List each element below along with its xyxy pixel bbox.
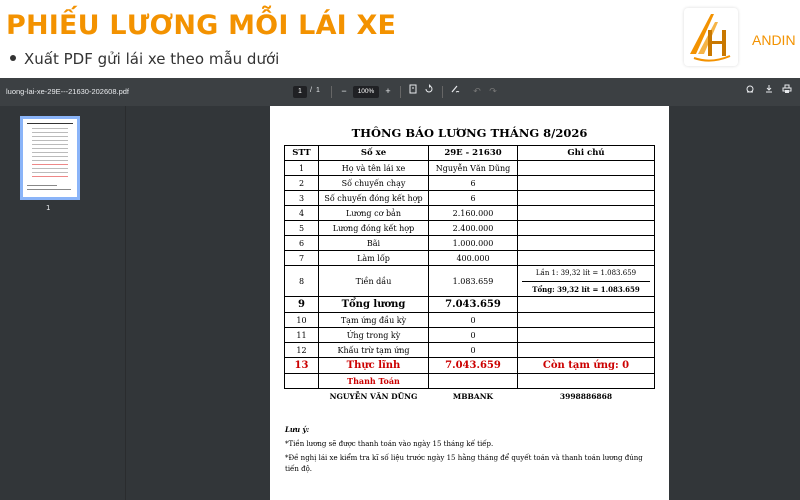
table-row-payment (285, 374, 655, 389)
table-row-fuel (285, 266, 655, 297)
row-note (518, 161, 655, 176)
row-value: 7.043.659 (429, 297, 518, 313)
bullet-dot (10, 55, 16, 61)
thumb-line (32, 132, 68, 133)
note-line: *Tiền lương sẽ được thanh toán vào ngày 15 tháng kế tiếp. (285, 440, 494, 448)
table-row (285, 343, 655, 358)
pdf-page (270, 106, 669, 500)
row-stt: 2 (285, 176, 319, 191)
zoom-input[interactable]: 100% (353, 86, 379, 98)
row-value: Nguyễn Văn Dũng (429, 161, 518, 176)
table-row (285, 313, 655, 328)
row-stt: 6 (285, 236, 319, 251)
thumbnail-sidebar (0, 106, 126, 500)
annotate-icon[interactable] (448, 84, 462, 98)
row-value: 400.000 (429, 251, 518, 266)
toolbar-divider (331, 86, 332, 98)
slide-bullet (10, 50, 279, 68)
toolbar-divider (442, 86, 443, 98)
row-stt: 4 (285, 206, 319, 221)
row-label: Họ và tên lái xe (319, 161, 429, 176)
table-header-row (285, 146, 655, 161)
row-stt: 7 (285, 251, 319, 266)
fit-page-icon[interactable] (406, 84, 420, 98)
toolbar-divider (400, 86, 401, 98)
andin-logo (684, 8, 738, 66)
table-row (285, 251, 655, 266)
row-stt (285, 389, 319, 405)
row-value: 0 (429, 343, 518, 358)
row-value: 7.043.659 (429, 358, 518, 374)
row-value: 1.083.659 (429, 266, 518, 297)
row-label: Thực lĩnh (319, 358, 429, 374)
pdf-viewer (0, 78, 800, 500)
row-stt: 9 (285, 297, 319, 313)
file-name: luong-lai-xe-29E---21630-202608.pdf (6, 87, 129, 96)
slide-bullet-text: Xuất PDF gửi lái xe theo mẫu dưới (24, 50, 280, 68)
download-icon[interactable] (762, 84, 776, 98)
salary-table (284, 145, 655, 405)
row-note (518, 328, 655, 343)
fuel-note-line1: Lần 1: 39,32 lít = 1.083.659 (522, 268, 650, 282)
thumb-line (32, 144, 68, 145)
zoom-out-icon[interactable]: − (341, 86, 347, 96)
row-stt: 5 (285, 221, 319, 236)
rotate-icon[interactable] (422, 84, 436, 98)
row-note (518, 343, 655, 358)
redo-icon[interactable]: ↷ (489, 86, 497, 96)
row-note (518, 313, 655, 328)
row-label: Khấu trừ tạm ứng (319, 343, 429, 358)
account-number: 3998886868 (559, 392, 613, 402)
header-stt: STT (285, 146, 319, 161)
notes-heading: Lưu ý: (285, 425, 310, 434)
row-value: 0 (429, 328, 518, 343)
bank-info-row (285, 389, 655, 405)
header-plate: 29E - 21630 (429, 146, 518, 161)
row-label: Bãi (319, 236, 429, 251)
row-stt: 11 (285, 328, 319, 343)
row-note (518, 374, 655, 389)
row-stt: 10 (285, 313, 319, 328)
table-row (285, 221, 655, 236)
row-label: Số chuyến đóng kết hợp (319, 191, 429, 206)
row-note (518, 236, 655, 251)
row-value (429, 374, 518, 389)
undo-icon[interactable]: ↶ (473, 86, 481, 96)
zoom-in-icon[interactable]: + (385, 86, 391, 96)
row-label: Số chuyến chạy (319, 176, 429, 191)
header-ghi-chu: Ghi chú (518, 146, 655, 161)
thumb-line (27, 189, 71, 190)
row-label: Làm lốp (319, 251, 429, 266)
table-row-net-pay (285, 358, 655, 374)
row-stt: 1 (285, 161, 319, 176)
thumb-line (27, 123, 73, 124)
logo-icon (684, 8, 738, 66)
print-icon[interactable] (780, 84, 794, 98)
brand-name: ANDIN (752, 32, 796, 48)
row-label: Tạm ứng đầu kỳ (319, 313, 429, 328)
row-label: Lương cơ bản (319, 206, 429, 221)
thumb-line (32, 148, 68, 149)
page-total: 1 (316, 87, 320, 94)
notes-section (285, 424, 655, 478)
row-value: 6 (429, 176, 518, 191)
table-row (285, 191, 655, 206)
thumb-line (32, 156, 68, 157)
thumb-line (32, 152, 68, 153)
page-number-input[interactable]: 1 (293, 86, 307, 98)
page-thumbnail[interactable] (20, 116, 80, 200)
row-value: 6 (429, 191, 518, 206)
thumbnail-page-number: 1 (46, 204, 51, 212)
row-note (518, 176, 655, 191)
bank-name: MBBANK (452, 392, 494, 402)
row-value: 0 (429, 313, 518, 328)
thumb-line (32, 176, 68, 177)
thumb-line (32, 164, 68, 165)
table-row (285, 161, 655, 176)
table-row (285, 236, 655, 251)
row-note (518, 191, 655, 206)
fuel-note (518, 266, 655, 297)
row-label: Lương đóng kết hợp (319, 221, 429, 236)
note-line: *Đề nghị lái xe kiểm tra kĩ số liệu trước ngày 15 hằng tháng để quyết toán và thanh toán lương đúng tiến độ. (285, 454, 643, 473)
thumb-line (32, 128, 68, 129)
row-value: 2.400.000 (429, 221, 518, 236)
page-separator: / (310, 87, 312, 94)
thumb-line (32, 168, 68, 169)
row-stt: 13 (285, 358, 319, 374)
slide-title: PHIẾU LƯƠNG MỖI LÁI XE (6, 10, 397, 41)
row-stt: 3 (285, 191, 319, 206)
row-stt (285, 374, 319, 389)
row-note: Còn tạm ứng: 0 (518, 358, 655, 374)
table-row (285, 206, 655, 221)
thumb-line (32, 136, 68, 137)
row-note (518, 206, 655, 221)
fuel-note-total: Tổng: 39,32 lít = 1.083.659 (532, 284, 640, 294)
thumb-line (32, 160, 68, 161)
document-title: THÔNG BÁO LƯƠNG THÁNG 8/2026 (351, 126, 588, 140)
row-label: Ứng trong kỳ (319, 328, 429, 343)
row-stt: 8 (285, 266, 319, 297)
account-holder: NGUYỄN VĂN DŨNG (329, 392, 418, 402)
row-label: Tổng lương (319, 297, 429, 313)
row-note (518, 251, 655, 266)
row-stt: 12 (285, 343, 319, 358)
row-note (518, 297, 655, 313)
row-label: Tiền dầu (319, 266, 429, 297)
row-value: 2.160.000 (429, 206, 518, 221)
payment-label: Thanh Toán (319, 374, 429, 389)
row-note (518, 221, 655, 236)
viewer-toolbar (0, 78, 800, 106)
thumb-line (27, 185, 57, 186)
save-annotations-icon[interactable] (743, 84, 757, 98)
header-so-xe: Số xe (319, 146, 429, 161)
thumb-line (32, 172, 68, 173)
thumb-line (32, 140, 68, 141)
table-row (285, 328, 655, 343)
row-value: 1.000.000 (429, 236, 518, 251)
table-row (285, 176, 655, 191)
table-row-total (285, 297, 655, 313)
